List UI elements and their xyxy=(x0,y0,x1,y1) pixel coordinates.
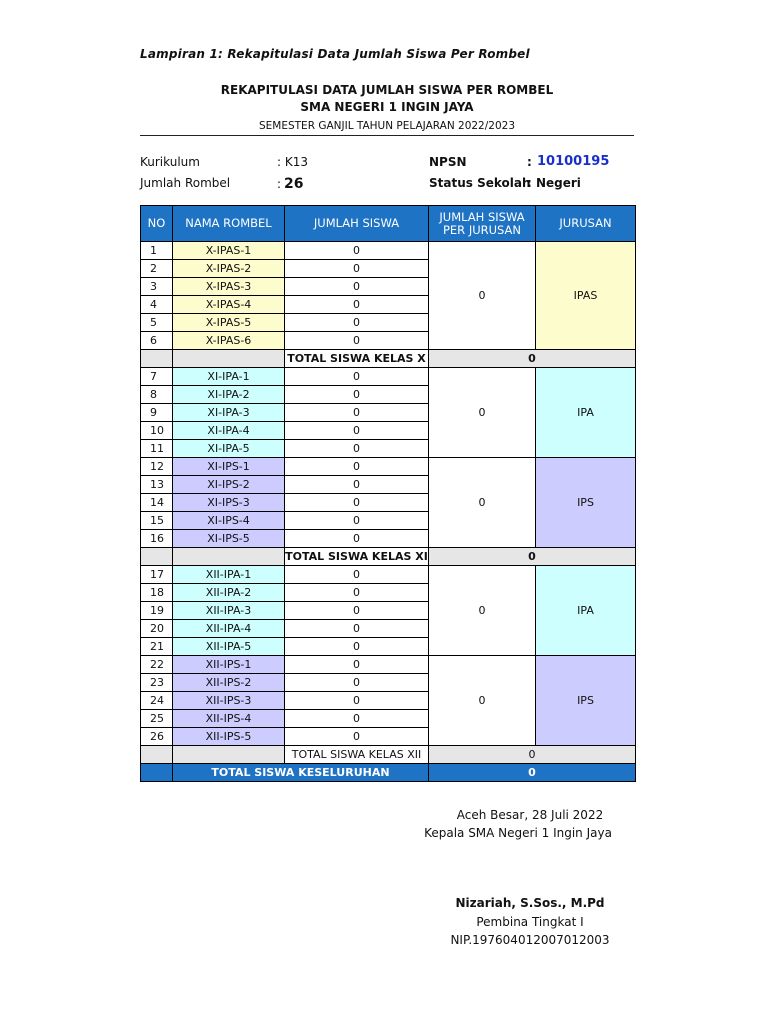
row-no: 15 xyxy=(141,512,173,530)
col-header-jumlah-siswa: JUMLAH SISWA xyxy=(285,206,429,242)
subtotal-value: 0 xyxy=(429,548,636,566)
signature-place-date: Aceh Besar, 28 Juli 2022 xyxy=(456,808,604,822)
subtotal-row xyxy=(141,350,636,368)
signature-name: Nizariah, S.Sos., M.Pd xyxy=(455,896,605,910)
kurikulum-label: Kurikulum xyxy=(140,155,200,169)
row-no: 5 xyxy=(141,314,173,332)
row-no: 12 xyxy=(141,458,173,476)
table-row xyxy=(141,656,636,674)
subtotal-label: TOTAL SISWA KELAS X xyxy=(285,350,429,368)
row-no: 19 xyxy=(141,602,173,620)
row-no: 1 xyxy=(141,242,173,260)
row-no: 14 xyxy=(141,494,173,512)
semester-subtitle: SEMESTER GANJIL TAHUN PELAJARAN 2022/2023 xyxy=(258,120,515,132)
subtotal-value: 0 xyxy=(429,746,636,764)
row-no: 18 xyxy=(141,584,173,602)
status-label: Status Sekolah xyxy=(429,176,531,190)
grand-total-label: TOTAL SISWA KESELURUHAN xyxy=(173,764,429,782)
jumlah-siswa: 0 xyxy=(285,332,429,350)
row-no: 26 xyxy=(141,728,173,746)
kurikulum-value: : K13 xyxy=(277,155,308,169)
table-header-row xyxy=(141,206,636,242)
jumlah-siswa: 0 xyxy=(285,674,429,692)
rombel-name: X-IPAS-5 xyxy=(173,314,285,332)
row-no: 9 xyxy=(141,404,173,422)
row-no: 22 xyxy=(141,656,173,674)
rombel-name: XII-IPS-3 xyxy=(173,692,285,710)
grand-total-value: 0 xyxy=(429,764,636,782)
per-jurusan-total: 0 xyxy=(429,368,536,458)
per-jurusan-total: 0 xyxy=(429,458,536,548)
lampiran-caption: Lampiran 1: Rekapitulasi Data Jumlah Siswa Per Rombel xyxy=(140,47,530,61)
row-no: 8 xyxy=(141,386,173,404)
rombel-name: XI-IPA-5 xyxy=(173,440,285,458)
jumlah-siswa: 0 xyxy=(285,242,429,260)
rombel-name: XII-IPA-4 xyxy=(173,620,285,638)
jumlah-rombel-colon: : xyxy=(277,177,282,191)
row-no: 17 xyxy=(141,566,173,584)
signature-position: Kepala SMA Negeri 1 Ingin Jaya xyxy=(424,826,612,840)
jumlah-siswa: 0 xyxy=(285,404,429,422)
jurusan-name: IPAS xyxy=(536,242,636,350)
jumlah-siswa: 0 xyxy=(285,710,429,728)
jumlah-siswa: 0 xyxy=(285,314,429,332)
subtotal-blank xyxy=(141,548,173,566)
jumlah-siswa: 0 xyxy=(285,692,429,710)
rombel-name: X-IPAS-6 xyxy=(173,332,285,350)
subtotal-label: TOTAL SISWA KELAS XII xyxy=(285,746,429,764)
jumlah-siswa: 0 xyxy=(285,728,429,746)
row-no: 11 xyxy=(141,440,173,458)
row-no: 3 xyxy=(141,278,173,296)
jumlah-siswa: 0 xyxy=(285,566,429,584)
npsn-colon: : xyxy=(527,155,532,169)
per-jurusan-total: 0 xyxy=(429,656,536,746)
jumlah-siswa: 0 xyxy=(285,584,429,602)
rombel-name: X-IPAS-1 xyxy=(173,242,285,260)
rombel-name: XI-IPA-2 xyxy=(173,386,285,404)
rombel-name: XI-IPA-3 xyxy=(173,404,285,422)
row-no: 13 xyxy=(141,476,173,494)
rombel-name: X-IPAS-4 xyxy=(173,296,285,314)
jurusan-name: IPA xyxy=(536,368,636,458)
rombel-name: XII-IPA-5 xyxy=(173,638,285,656)
signature-nip: NIP.197604012007012003 xyxy=(450,933,610,947)
jurusan-name: IPA xyxy=(536,566,636,656)
table-row xyxy=(141,458,636,476)
jumlah-siswa: 0 xyxy=(285,620,429,638)
col-header-jurusan: JURUSAN xyxy=(536,206,636,242)
signature-rank: Pembina Tingkat I xyxy=(476,915,584,929)
per-jurusan-total: 0 xyxy=(429,242,536,350)
jumlah-siswa: 0 xyxy=(285,638,429,656)
jumlah-siswa: 0 xyxy=(285,386,429,404)
jumlah-siswa: 0 xyxy=(285,422,429,440)
rombel-name: XII-IPA-3 xyxy=(173,602,285,620)
table-row xyxy=(141,242,636,260)
grand-total-blank xyxy=(141,764,173,782)
status-value: : Negeri xyxy=(527,176,581,190)
jumlah-siswa: 0 xyxy=(285,476,429,494)
rombel-name: XII-IPS-1 xyxy=(173,656,285,674)
row-no: 20 xyxy=(141,620,173,638)
rombel-name: XII-IPA-2 xyxy=(173,584,285,602)
rombel-table xyxy=(140,205,636,782)
subtotal-blank xyxy=(141,350,173,368)
row-no: 6 xyxy=(141,332,173,350)
subtotal-blank xyxy=(173,746,285,764)
col-header-nama-rombel: NAMA ROMBEL xyxy=(173,206,285,242)
jurusan-name: IPS xyxy=(536,458,636,548)
rombel-name: XI-IPS-1 xyxy=(173,458,285,476)
row-no: 24 xyxy=(141,692,173,710)
subtotal-label: TOTAL SISWA KELAS XI xyxy=(285,548,429,566)
header-divider xyxy=(140,135,634,136)
rombel-name: XII-IPS-4 xyxy=(173,710,285,728)
rombel-name: XI-IPS-3 xyxy=(173,494,285,512)
rombel-name: XI-IPA-1 xyxy=(173,368,285,386)
grand-total-row xyxy=(141,764,636,782)
row-no: 21 xyxy=(141,638,173,656)
rombel-name: XII-IPS-2 xyxy=(173,674,285,692)
col-header-per-jurusan: JUMLAH SISWA PER JURUSAN xyxy=(429,206,536,242)
jumlah-siswa: 0 xyxy=(285,296,429,314)
table-body xyxy=(141,242,636,782)
npsn-label: NPSN xyxy=(429,155,467,169)
subtotal-blank xyxy=(173,548,285,566)
subtotal-blank xyxy=(141,746,173,764)
row-no: 4 xyxy=(141,296,173,314)
jumlah-siswa: 0 xyxy=(285,440,429,458)
rombel-name: XI-IPS-5 xyxy=(173,530,285,548)
jumlah-siswa: 0 xyxy=(285,602,429,620)
subtotal-row xyxy=(141,548,636,566)
rombel-name: XI-IPS-2 xyxy=(173,476,285,494)
jumlah-siswa: 0 xyxy=(285,656,429,674)
row-no: 7 xyxy=(141,368,173,386)
jurusan-name: IPS xyxy=(536,656,636,746)
row-no: 25 xyxy=(141,710,173,728)
jumlah-rombel-label: Jumlah Rombel xyxy=(140,176,231,190)
jumlah-siswa: 0 xyxy=(285,494,429,512)
rombel-name: X-IPAS-3 xyxy=(173,278,285,296)
jumlah-siswa: 0 xyxy=(285,260,429,278)
jumlah-siswa: 0 xyxy=(285,368,429,386)
per-jurusan-total: 0 xyxy=(429,566,536,656)
jumlah-siswa: 0 xyxy=(285,458,429,476)
jumlah-siswa: 0 xyxy=(285,512,429,530)
jumlah-siswa: 0 xyxy=(285,278,429,296)
col-header-no: NO xyxy=(141,206,173,242)
table-row xyxy=(141,368,636,386)
rombel-name: X-IPAS-2 xyxy=(173,260,285,278)
school-name: SMA NEGERI 1 INGIN JAYA xyxy=(300,100,474,114)
subtotal-value: 0 xyxy=(429,350,636,368)
report-title: REKAPITULASI DATA JUMLAH SISWA PER ROMBEL xyxy=(220,83,554,97)
subtotal-row xyxy=(141,746,636,764)
row-no: 2 xyxy=(141,260,173,278)
npsn-value: 10100195 xyxy=(537,154,610,169)
row-no: 16 xyxy=(141,530,173,548)
rombel-name: XII-IPS-5 xyxy=(173,728,285,746)
jumlah-rombel-value: 26 xyxy=(284,176,304,192)
subtotal-blank xyxy=(173,350,285,368)
row-no: 10 xyxy=(141,422,173,440)
row-no: 23 xyxy=(141,674,173,692)
rombel-name: XII-IPA-1 xyxy=(173,566,285,584)
table-row xyxy=(141,566,636,584)
rombel-name: XI-IPS-4 xyxy=(173,512,285,530)
jumlah-siswa: 0 xyxy=(285,530,429,548)
rombel-name: XI-IPA-4 xyxy=(173,422,285,440)
